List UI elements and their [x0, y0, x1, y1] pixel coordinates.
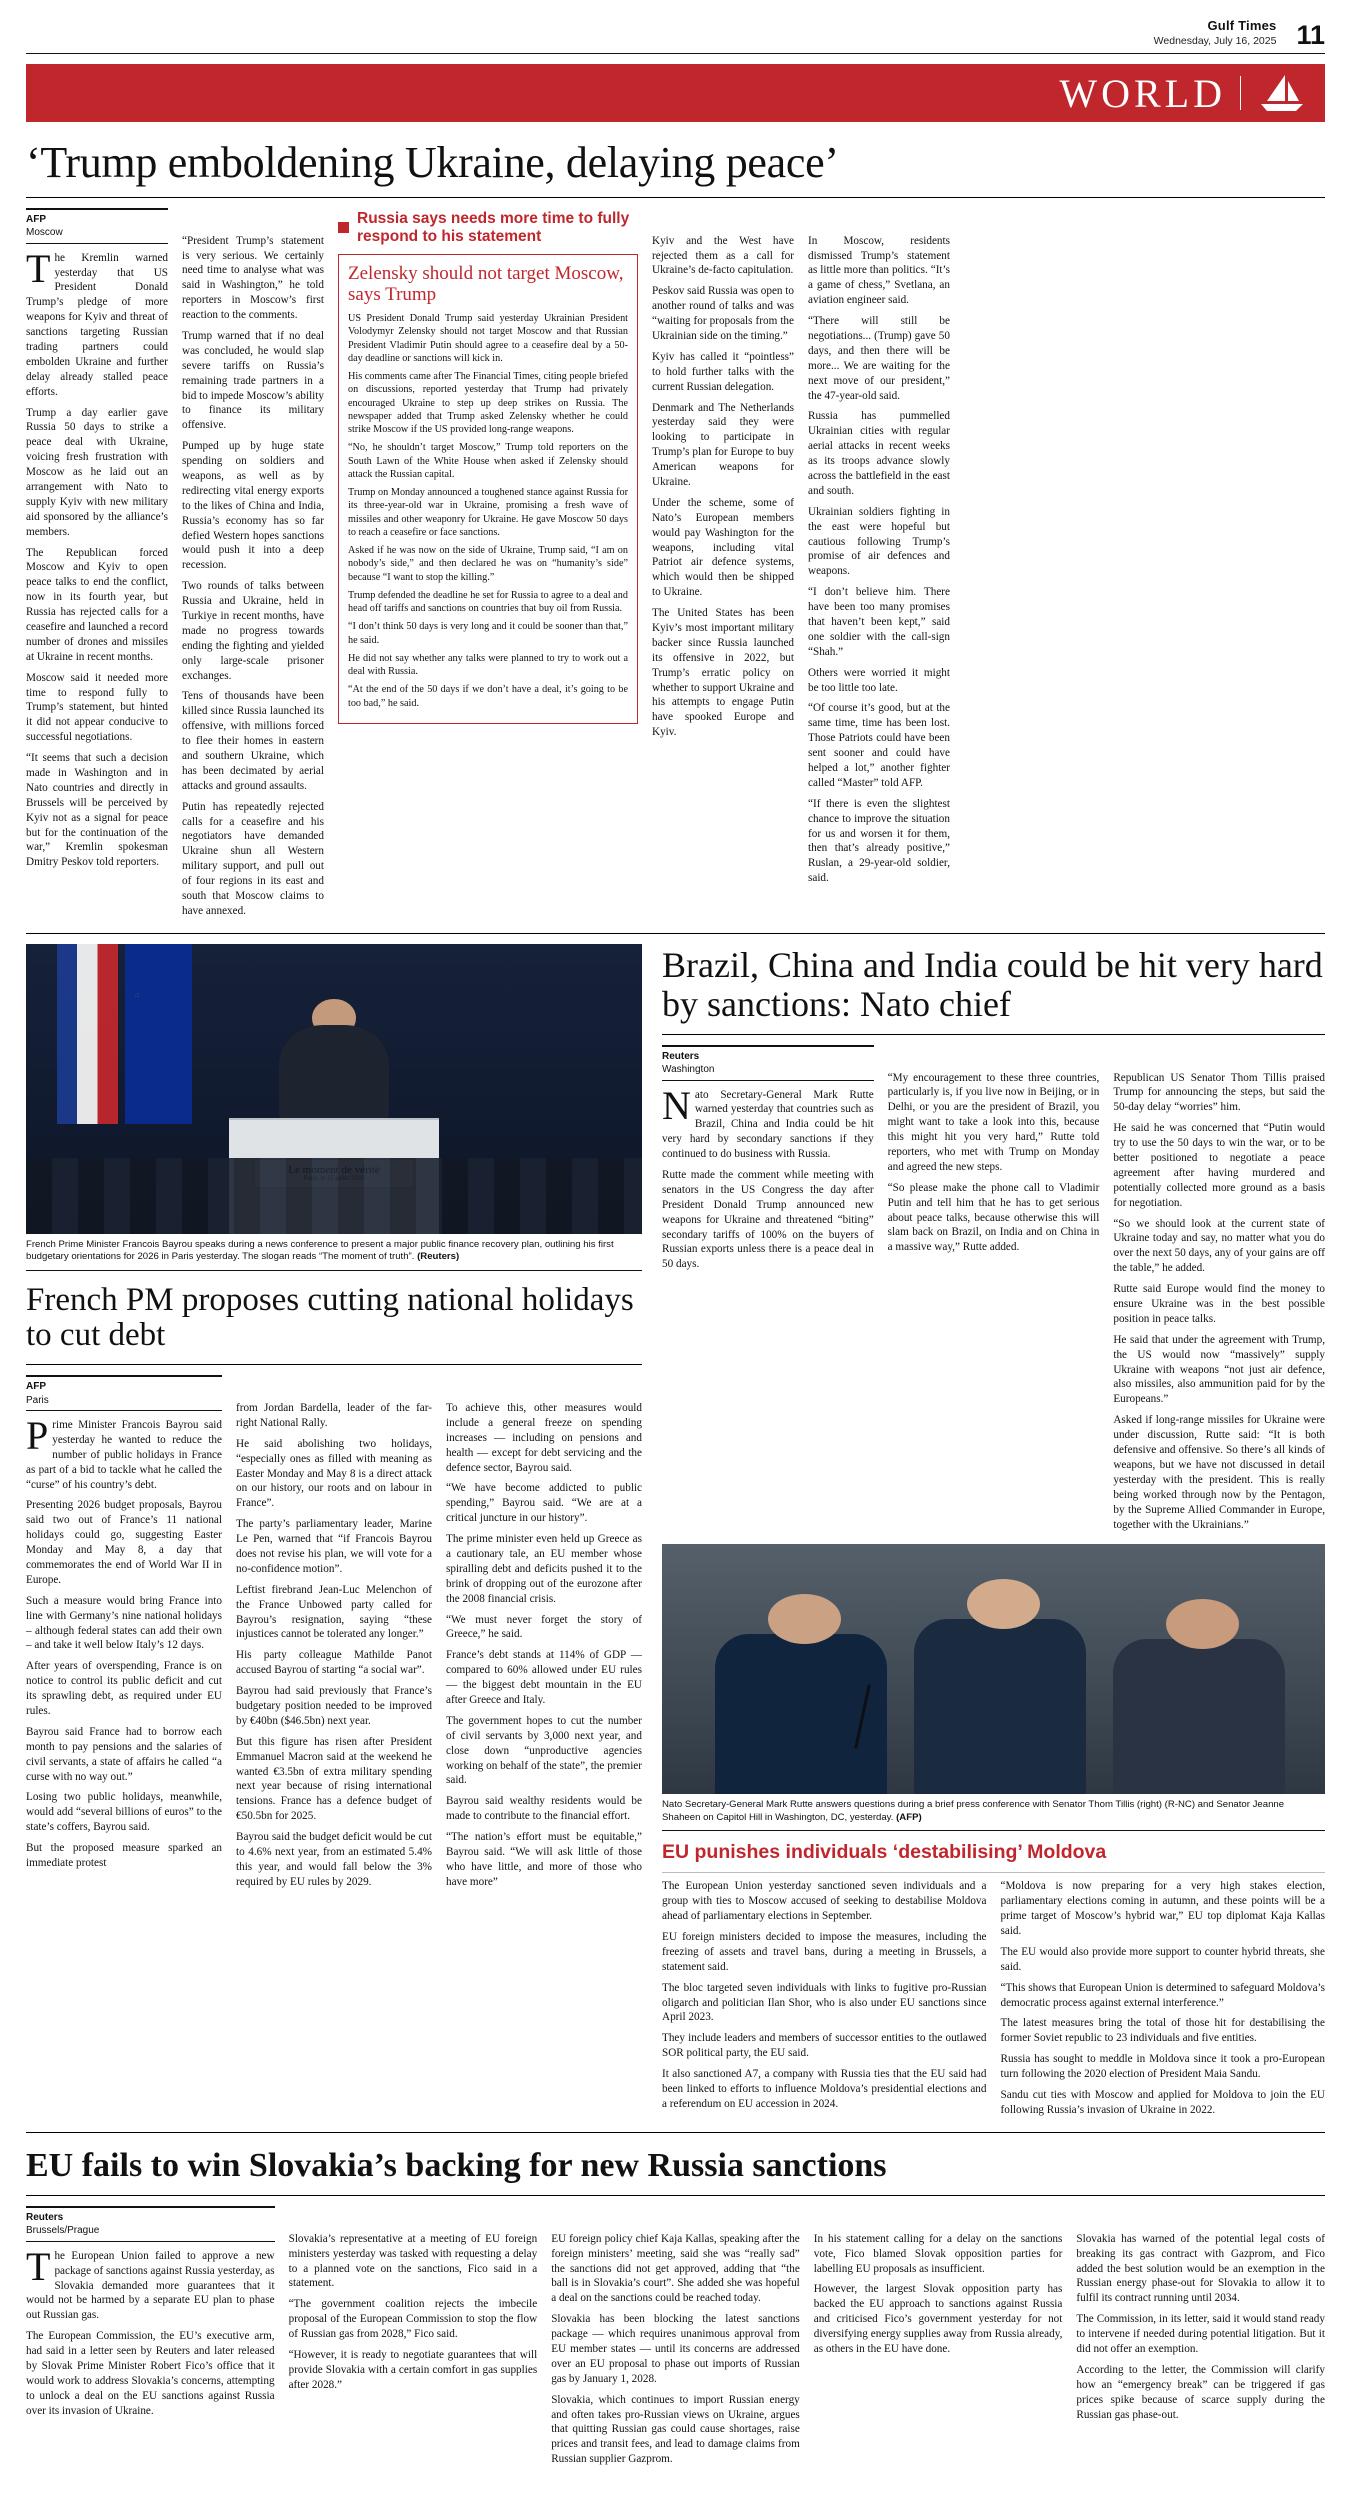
- paragraph: His party colleague Mathilde Panot accused Bayrou of starting “a social war”.: [236, 1648, 432, 1678]
- section-banner: [26, 64, 1325, 122]
- french-pm-column-1: [26, 1375, 222, 1896]
- caption-credit: (AFP): [896, 1812, 922, 1823]
- lead-subhead: [338, 210, 638, 246]
- paragraph: Russia has sought to meddle in Moldova since it took a pro-European turn following the 2020 election of President Maia Sandu.: [1001, 2052, 1326, 2082]
- issue-date: Wednesday, July 16, 2025: [1154, 35, 1277, 47]
- french-pm-headline: French PM proposes cutting national holidays to cut debt: [26, 1283, 642, 1354]
- bayrou-photo: [26, 944, 642, 1234]
- speaker-body: [279, 1025, 390, 1124]
- sidebar-story-headline: Zelensky should not target Moscow, says Trump: [348, 263, 628, 306]
- person-center-head: [967, 1579, 1040, 1629]
- paragraph: “Moldova is now preparing for a very high stakes election, parliamentary elections coming in autumn, and these points will be a prime target of Moscow’s hybrid war,” EU top diplomat Kaja Kallas said.: [1001, 1879, 1326, 1939]
- red-square-icon: [338, 222, 349, 233]
- caption-credit: (Reuters): [417, 1251, 459, 1262]
- moldova-column-2: [1001, 1879, 1326, 2123]
- paragraph: Trump warned that if no deal was concluded, he would slap severe tariffs on Russia’s remaining trade partners in a bid to impede Moscow’s ability to finance its military offensive.: [182, 329, 324, 433]
- bayrou-photo-caption: [26, 1234, 642, 1271]
- lead-column-3: [338, 208, 638, 925]
- paragraph: Putin has repeatedly rejected calls for a ceasefire and his negotiators have demanded Ukraine shun all Western military support, and pull out of four regions in its east and south that Moscow claims to have annexed.: [182, 800, 324, 919]
- nato-column-3: [1113, 1045, 1325, 1539]
- audience: [26, 1158, 642, 1233]
- french-pm-rule: [26, 1364, 642, 1365]
- paragraph: The government hopes to cut the number of civil servants by 3,000 next year, and close down “unproductive agencies working on behalf of the state”, the premier said.: [446, 1714, 642, 1788]
- nato-rule: [662, 1034, 1325, 1035]
- paragraph: from Jordan Bardella, leader of the far-right National Rally.: [236, 1401, 432, 1431]
- paragraph: His comments came after The Financial Times, citing people briefed on discussions, reported yesterday that Trump had privately encouraged Ukraine to step up deep strikes on Russia. The newspaper added that Trump asked Zelensky whether he could strike Moscow if the US provided long-range weapons.: [348, 370, 628, 436]
- paragraph: “This shows that European Union is determined to safeguard Moldova’s democratic process against external interference.”: [1001, 1981, 1326, 2011]
- paragraph: Leftist firebrand Jean-Luc Melenchon of the France Unbowed party called for Bayrou’s resignation, saying “these injustices cannot be tolerated any longer.”: [236, 1583, 432, 1643]
- paragraph: Under the scheme, some of Nato’s European members would pay Washington for the weapons, including vital Patriot air defence systems, which would then be shipped to Ukraine.: [652, 496, 794, 600]
- rutte-photo-block: [662, 1544, 1325, 1831]
- paragraph: “We have become addicted to public spending,” Bayrou said. “We are at a critical juncture in our history”.: [446, 1481, 642, 1526]
- paragraph: Denmark and The Netherlands yesterday said they were looking to participate in Trump’s plan for Europe to buy American weapons for Ukraine.: [652, 401, 794, 490]
- lead-headline: ‘Trump emboldening Ukraine, delaying peace’: [26, 140, 1325, 187]
- paragraph: Kyiv and the West have rejected them as a call for Ukraine’s de-facto capitulation.: [652, 234, 794, 279]
- nato-byline: [662, 1045, 874, 1081]
- left-half: [26, 944, 642, 2124]
- paragraph: Bayrou had said previously that France’s budgetary position needed to be improved by €40bn ($46.5bn) next year.: [236, 1684, 432, 1729]
- bottom-rule-top: [26, 2132, 1325, 2133]
- paragraph: To achieve this, other measures would include a general freeze on spending increases — including on pensions and health — except for debt servicing and the defence sector, Bayrou said.: [446, 1401, 642, 1475]
- moldova-body: [662, 1879, 1325, 2123]
- person-right: [1113, 1639, 1285, 1794]
- paragraph: Asked if long-range missiles for Ukraine were under discussion, Rutte said: “It is both defensive and offensive. So there’s all kinds of weapons, but we have not discussed in detail yesterday with the president. This is really being worked through now by the Pentagon, by the Supreme Allied Commander in Europe, together with the Ukrainians.”: [1113, 1413, 1325, 1532]
- paragraph: “Of course it’s good, but at the same time, time has been lost. Those Patriots could have been sent sooner and could have helped a lot,” another fighter called “Master” told AFP.: [808, 701, 950, 790]
- french-pm-column-2: [236, 1375, 432, 1896]
- paragraph: Kyiv has called it “pointless” to hold further talks with the current Russian delegation.: [652, 350, 794, 395]
- paragraph: The latest measures bring the total of those hit for destabilising the former Soviet republic to 23 individuals and five entities.: [1001, 2016, 1326, 2046]
- masthead: [26, 18, 1325, 54]
- middle-block: [26, 944, 1325, 2124]
- french-flag: [57, 944, 119, 1124]
- banner-divider: [1240, 76, 1241, 110]
- bayrou-photo-block: [26, 944, 642, 1271]
- slovakia-byline: [26, 2206, 275, 2242]
- byline-place: Moscow: [26, 226, 168, 240]
- paragraph: He did not say whether any talks were planned to try to work out a deal with Russia.: [348, 652, 628, 679]
- slovakia-headline: EU fails to win Slovakia’s backing for new Russia sanctions: [26, 2147, 1325, 2185]
- paragraph: He said that under the agreement with Trump, the US would now “massively” supply Ukraine with weapons “not just air defence, also missiles, also ammunition paid for by the Europeans.”: [1113, 1333, 1325, 1407]
- paragraph: Slovakia has warned of the potential legal costs of breaking its gas contract with Gazprom, and Fico added the best solution would be an exemption in the Russian energy phase-out for Slovakia to allow it to fulfil its contract running until 2034.: [1076, 2232, 1325, 2306]
- paragraph: “There will still be negotiations... (Trump) gave 50 days, and then there will be more... We are waiting for the next move of our president,” the 47-year-old said.: [808, 314, 950, 403]
- paragraph: The European Union yesterday sanctioned seven individuals and a group with ties to Moscow accused of seeking to destabilise Moldova ahead of parliamentary elections in September.: [662, 1879, 987, 1924]
- lead-byline: [26, 208, 168, 244]
- paragraph: The party’s parliamentary leader, Marine Le Pen, warned that “if Francois Bayrou does not revise his plan, we will vote for a no-confidence motion”.: [236, 1517, 432, 1577]
- dhow-boat-icon: [1255, 71, 1307, 115]
- paragraph: Such a measure would bring France into line with Germany’s nine national holidays – although federal states can add their own – and take it well below Italy’s 12 days.: [26, 1594, 222, 1654]
- slovakia-column-3: [551, 2206, 800, 2473]
- nato-column-2: [888, 1045, 1100, 1539]
- paragraph: Trump on Monday announced a toughened stance against Russia for its three-year-old war in Ukraine, promising a fresh wave of missiles and other weaponry for Ukraine. He gave Moscow 50 days to reach a ceasefire or face sanctions.: [348, 486, 628, 539]
- byline-place: Paris: [26, 1394, 222, 1408]
- paragraph: The European Union failed to approve a new package of sanctions against Russia yesterday, as Slovakia demanded more guarantees that it would not be harmed by a separate EU plan to phase out Russian gas.: [26, 2249, 275, 2323]
- slovakia-column-5: [1076, 2206, 1325, 2473]
- paragraph: Presenting 2026 budget proposals, Bayrou said two out of France’s 11 national holidays could go, suggesting Easter Monday and May 8, a day that commemorates the end of World War II in Europe.: [26, 1498, 222, 1587]
- paragraph: He said he was concerned that “Putin would try to use the 50 days to win the war, or to be better positioned to negotiate a peace agreement after having murdered and potentially collected more ground as a basis for negotiation.: [1113, 1121, 1325, 1210]
- slovakia-rule: [26, 2195, 1325, 2196]
- paragraph: He said abolishing two holidays, “especially ones as filled with meaning as Easter Monday and May 8 is a direct attack on our history, our roots and on labour in France”.: [236, 1437, 432, 1511]
- french-pm-body: [26, 1375, 642, 1896]
- paragraph: The EU would also provide more support to counter hybrid threats, she said.: [1001, 1945, 1326, 1975]
- slovakia-column-1: [26, 2206, 275, 2473]
- paragraph: They include leaders and members of successor entities to the outlawed SOR political party, the EU said.: [662, 2031, 987, 2061]
- right-half: [662, 944, 1325, 2124]
- paragraph: Slovakia, which continues to import Russian energy and often takes pro-Russian views on Ukraine, argues that quitting Russian gas could cause shortages, raise prices and transit fees, and lead to damage claims from Russian supplier Gazprom.: [551, 2393, 800, 2467]
- paragraph: But the proposed measure sparked an immediate protest: [26, 1841, 222, 1871]
- caption-text: Nato Secretary-General Mark Rutte answers questions during a brief press conference with Senator Thom Tillis (right) (R-NC) and Senator Jeanne Shaheen on Capitol Hill in Washington, DC, yesterday.: [662, 1799, 1284, 1822]
- lead-story: [26, 208, 1325, 925]
- paragraph: “I don’t think 50 days is very long and it could be sooner than that,” he said.: [348, 620, 628, 647]
- lead-column-6: [808, 208, 950, 925]
- paragraph: Prime Minister Francois Bayrou said yesterday he wanted to reduce the number of public holidays in France as part of a bid to tackle what he called the “curse” of his country’s debt.: [26, 1418, 222, 1492]
- paragraph: Others were worried it might be too little too late.: [808, 666, 950, 696]
- paragraph: But this figure has risen after President Emmanuel Macron said at the weekend he wanted €3.5bn of extra military spending next year because of rising international tensions. France has a defence budget of €50.5bn for 2025.: [236, 1735, 432, 1824]
- rutte-photo: [662, 1544, 1325, 1794]
- paragraph: Moscow said it needed more time to respond fully to Trump’s statement, but hinted it did not appear conducive to successful negotiations.: [26, 671, 168, 745]
- paragraph: Asked if he was now on the side of Ukraine, Trump said, “I am on nobody’s side,” and then declared he was on “humanity’s side” because “I want to stop the killing.”: [348, 544, 628, 584]
- page-number: 11: [1290, 23, 1325, 47]
- paragraph: Bayrou said wealthy residents would be made to contribute to the financial effort.: [446, 1794, 642, 1824]
- paragraph: The Commission, in its letter, said it would stand ready to intervene if needed during potential litigation. But it did not offer an exemption.: [1076, 2312, 1325, 2357]
- paragraph: Ukrainian soldiers fighting in the east were hopeful but cautious following Trump’s promise of air defences and weapons.: [808, 505, 950, 579]
- paragraph: In his statement calling for a delay on the sanctions vote, Fico blamed Slovak opposition parties for labelling EU proposals as insufficient.: [814, 2232, 1063, 2277]
- paragraph: EU foreign policy chief Kaja Kallas, speaking after the foreign ministers’ meeting, said she was “really sad” the sanctions did not get approved, adding that “the ball is in Slovakia’s court”. She added she was hopeful a deal on the sanctions could be reached today.: [551, 2232, 800, 2306]
- paragraph: According to the letter, the Commission will clarify how an “emergency break” can be triggered if gas prices spike because of scarce supply during the Russian gas phase-out.: [1076, 2363, 1325, 2423]
- paragraph: Tens of thousands have been killed since Russia launched its offensive, with millions forced to flee their homes in eastern and southern Ukraine, which has been decimated by aerial attacks and ground assaults.: [182, 689, 324, 793]
- paragraph: Bayrou said France had to borrow each month to pay pensions and the salaries of civil servants, a state of affairs he called “a curse with no way out.”: [26, 1725, 222, 1785]
- paragraph: The Kremlin warned yesterday that US President Donald Trump’s pledge of more weapons for Kyiv and threat of sanctions targeting Russian trading partners could embolden Ukraine and further delay already stalled peace efforts.: [26, 251, 168, 400]
- paragraph: The European Commission, the EU’s executive arm, had said in a letter seen by Reuters and later released by Slovak Prime Minister Robert Fico’s office that it would work to address Slovakia’s concerns, attempting to unlock a deal on the EU sanctions against Russia over its invasion of Ukraine.: [26, 2329, 275, 2418]
- paragraph: “So we should look at the current state of Ukraine today and say, no matter what you do over the next 50 days, any of your gains are off the table,” he added.: [1113, 1217, 1325, 1277]
- byline-agency: Reuters: [662, 1051, 699, 1062]
- paragraph: “We must never forget the story of Greece,” he said.: [446, 1613, 642, 1643]
- paragraph: It also sanctioned A7, a company with Russia ties that the EU said had been linked to efforts to influence Moldova’s presidential elections and a referendum on EU accession in 2024.: [662, 2067, 987, 2112]
- nato-headline: Brazil, China and India could be hit very hard by sanctions: Nato chief: [662, 946, 1325, 1024]
- paragraph: “However, it is ready to negotiate guarantees that will provide Slovakia with a certain comfort in gas supplies after 2028.”: [289, 2348, 538, 2393]
- paragraph: The United States has been Kyiv’s most important military backer since Russia launched its offensive in 2022, but Trump’s erratic policy on whether to support Ukraine and his attempts to engage Putin have spooked Europe and Kyiv.: [652, 606, 794, 740]
- paragraph: “So please make the phone call to Vladimir Putin and tell him that he has to get serious about peace talks, because otherwise this will slam back on Brazil, on India and on China in a massive way,” Rutte added.: [888, 1181, 1100, 1255]
- paragraph: US President Donald Trump said yesterday Ukrainian President Volodymyr Zelensky should not target Moscow and that Russian President Vladimir Putin should agree to a ceasefire deal by a 50-day deadline or sanctions will kick in.: [348, 312, 628, 365]
- paragraph: Sandu cut ties with Moscow and applied for Moldova to join the EU following Russia’s invasion of Ukraine in 2022.: [1001, 2088, 1326, 2118]
- eu-flag: [125, 944, 193, 1124]
- paragraph: The bloc targeted seven individuals with links to fugitive pro-Russian oligarch and politician Ilan Shor, who is also under EU sanctions since April 2023.: [662, 1981, 987, 2026]
- french-pm-byline: [26, 1375, 222, 1411]
- paragraph: Slovakia’s representative at a meeting of EU foreign ministers yesterday was tasked with requesting a delay to a planned vote on the sanctions, Fico said in a statement.: [289, 2232, 538, 2292]
- paragraph: Rutte said Europe would find the money to ensure Ukraine was in the best possible position in peace talks.: [1113, 1282, 1325, 1327]
- paragraph: Bayrou said the budget deficit would be cut to 4.6% next year, from an estimated 5.4% this year, and would fall below the 3% required by EU rules by 2029.: [236, 1830, 432, 1890]
- slovakia-column-4: [814, 2206, 1063, 2473]
- byline-place: Brussels/Prague: [26, 2224, 275, 2238]
- paragraph: France’s debt stands at 114% of GDP — compared to 60% allowed under EU rules — the biggest debt mountain in the EU after Greece and Italy.: [446, 1648, 642, 1708]
- byline-place: Washington: [662, 1063, 874, 1077]
- paragraph: EU foreign ministers decided to impose the measures, including the freezing of assets and travel bans, during a meeting in Brussels, a statement said.: [662, 1930, 987, 1975]
- paragraph: “President Trump’s statement is very serious. We certainly need time to analyse what was said in Washington,” he told reporters in Moscow’s first reaction to the comments.: [182, 234, 324, 323]
- paragraph: Nato Secretary-General Mark Rutte warned yesterday that countries such as Brazil, China and India could be hit very hard by secondary sanctions if they continued to do business with Russia.: [662, 1088, 874, 1162]
- nato-body: [662, 1045, 1325, 1539]
- paragraph: Republican US Senator Thom Tillis praised Trump for announcing the steps, but said the 50-day delay “worries” him.: [1113, 1071, 1325, 1116]
- section-rule: [26, 933, 1325, 934]
- person-right-head: [1166, 1599, 1239, 1649]
- moldova-headline: EU punishes individuals ‘destabilising’ Moldova: [662, 1841, 1325, 1864]
- paragraph: “The nation’s effort must be equitable,” Bayrou said. “We will ask little of those who have little, and more of those who have more”: [446, 1830, 642, 1890]
- paragraph: Losing two public holidays, meanwhile, would add “several billions of euros” to the state’s coffers, Bayrou said.: [26, 1790, 222, 1835]
- lead-subhead-text: Russia says needs more time to fully respond to his statement: [357, 210, 638, 246]
- paragraph: Russia has pummelled Ukrainian cities with regular aerial attacks in recent weeks as its troops advance slowly across the battlefield in the east and south.: [808, 409, 950, 498]
- paragraph: The Republican forced Moscow and Kyiv to open peace talks to end the conflict, now in its fourth year, but Russia has rejected calls for a ceasefire and launched a record number of drones and missiles at Ukraine in recent months.: [26, 546, 168, 665]
- paragraph: “My encouragement to these three countries, particularly is, if you live now in Beijing, or in Delhi, or you are the president of Brazil, you might want to take a look into this, because this might hit you very hard,” Rutte told reporters, who met with Trump on Monday and agreed the new steps.: [888, 1071, 1100, 1175]
- paragraph: “At the end of the 50 days if we don’t have a deal, it’s going to be too bad,” he said.: [348, 683, 628, 710]
- moldova-rule: [662, 1872, 1325, 1873]
- slovakia-column-2: [289, 2206, 538, 2473]
- paragraph: “It seems that such a decision made in Washington and in Nato countries and directly in Brussels will be perceived by Kyiv not as a signal for peace but for the continuation of the war,” Kremlin spokesman Dmitry Peskov told reporters.: [26, 751, 168, 870]
- lead-column-5: [652, 208, 794, 925]
- nato-column-1: [662, 1045, 874, 1539]
- paragraph: “The government coalition rejects the imbecile proposal of the European Commission to stop the flow of Russian gas from 2028,” Fico said.: [289, 2297, 538, 2342]
- paragraph: Slovakia has been blocking the latest sanctions package — which requires unanimous approval from EU member states — until its concerns are addressed over an EU proposal to phase out imports of Russian gas by January 1, 2028.: [551, 2312, 800, 2386]
- moldova-column-1: [662, 1879, 987, 2123]
- paragraph: The prime minister even held up Greece as a cautionary tale, an EU member whose spiralling debt and deficits pushed it to the brink of dropping out of the eurozone after the 2008 financial crisis.: [446, 1532, 642, 1606]
- paragraph: Two rounds of talks between Russia and Ukraine, held in Turkiye in recent months, have made no progress towards ending the fighting and yielded only large-scale prisoner exchanges.: [182, 579, 324, 683]
- paragraph: Rutte made the comment while meeting with senators in the US Congress the day after President Donald Trump announced new weapons for Ukraine and threatened “biting” secondary tariffs of 100% on the buyers of Russian exports unless there is a peace deal in 50 days.: [662, 1168, 874, 1272]
- masthead-right: [1154, 18, 1325, 47]
- byline-agency: AFP: [26, 214, 46, 225]
- byline-agency: AFP: [26, 1381, 46, 1392]
- headline-rule: [26, 197, 1325, 198]
- person-center: [914, 1619, 1086, 1794]
- paper-name: Gulf Times: [1154, 18, 1277, 33]
- paragraph: “I don’t believe him. There have been too many promises that haven’t been kept,” said one soldier with the call-sign “Shah.”: [808, 585, 950, 659]
- slovakia-body: [26, 2206, 1325, 2473]
- paragraph: However, the largest Slovak opposition party has backed the EU approach to sanctions against Russia and criticised Fico’s government yesterday for not diversifying energy supplies away from Russia already, as others in the EU have done.: [814, 2282, 1063, 2356]
- rutte-photo-caption: [662, 1794, 1325, 1831]
- paragraph: Trump defended the deadline he set for Russia to agree to a deal and head off tariffs and sanctions on countries that buy oil from Russia.: [348, 589, 628, 616]
- byline-agency: Reuters: [26, 2212, 63, 2223]
- caption-text: French Prime Minister Francois Bayrou speaks during a news conference to present a major public finance recovery plan, outlining his first budgetary orientations for 2026 in Paris yesterday. The slogan reads “The moment of truth”.: [26, 1239, 614, 1262]
- paragraph: “No, he shouldn’t target Moscow,” Trump told reporters on the South Lawn of the White House when asked if Zelensky should attack the Russian capital.: [348, 441, 628, 481]
- lead-column-1: [26, 208, 168, 925]
- paragraph: Trump a day earlier gave Russia 50 days to strike a peace deal with Ukraine, voicing fresh frustration with Moscow as he laid out an arrangement with Nato to supply Kyiv with new military aid sponsored by the alliance’s members.: [26, 406, 168, 540]
- lead-column-2: [182, 208, 324, 925]
- paragraph: “If there is even the slightest chance to improve the situation for us and worsen it for them, then that’s already positive,” Ruslan, a 29-year-old soldier, said.: [808, 797, 950, 886]
- paragraph: In Moscow, residents dismissed Trump’s statement as little more than politics. “It’s a game of chess,” Svetlana, an aviation engineer said.: [808, 234, 950, 308]
- paragraph: Pumped up by huge state spending on soldiers and weapons, as well as by redirecting vital energy exports to the likes of China and India, Russia’s economy has so far defied Western hopes sanctions would push it into a deep recession.: [182, 439, 324, 573]
- sidebar-story-box: [338, 254, 638, 724]
- french-pm-column-3: [446, 1375, 642, 1896]
- section-title: WORLD: [1059, 70, 1226, 117]
- paragraph: After years of overspending, France is on notice to control its public deficit and cut its sprawling debt, as required under EU rules.: [26, 1659, 222, 1719]
- paragraph: Peskov said Russia was open to another round of talks and was “waiting for proposals from the Ukrainian side on the timing.”: [652, 284, 794, 344]
